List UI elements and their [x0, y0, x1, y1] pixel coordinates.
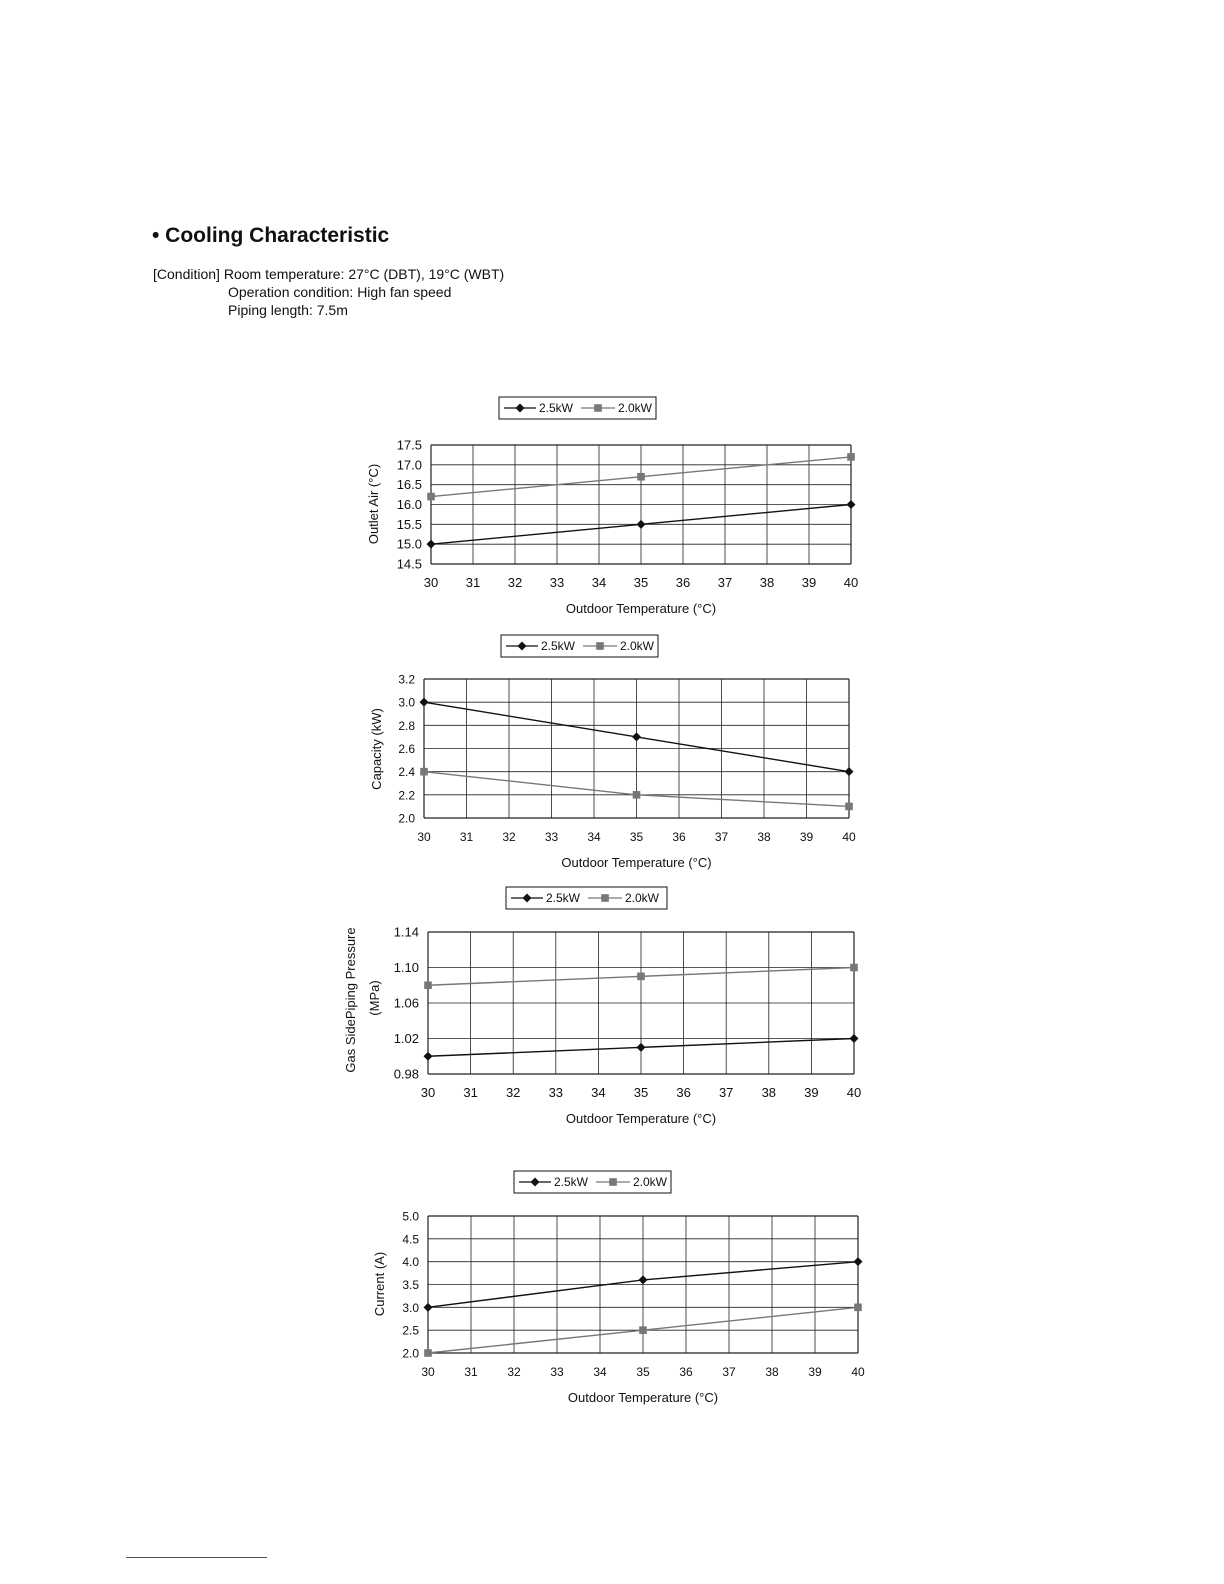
- data-point-2.5kW: [854, 1257, 863, 1266]
- y-tick-label: 3.2: [398, 672, 415, 687]
- legend-label-2.0kW: 2.0kW: [620, 639, 655, 653]
- data-point-2.0kW: [854, 1304, 862, 1312]
- x-tick-label: 32: [507, 575, 523, 590]
- x-tick-label: 33: [548, 1085, 564, 1100]
- y-axis-title: Outlet Air (°C): [366, 463, 381, 545]
- y-tick-label: 2.5: [402, 1323, 419, 1338]
- y-tick-label: 3.5: [402, 1278, 419, 1292]
- y-tick-label: 17.0: [396, 457, 422, 473]
- y-tick-label: 17.5: [396, 437, 422, 453]
- y-axis-title: Capacity (kW): [369, 708, 384, 790]
- x-tick-label: 35: [633, 575, 649, 590]
- x-tick-label: 35: [633, 1085, 649, 1100]
- y-tick-label: 2.2: [398, 788, 415, 803]
- page-heading: • Cooling Characteristic: [152, 224, 390, 247]
- x-tick-label: 40: [843, 575, 859, 590]
- y-tick-label: 1.10: [393, 960, 419, 975]
- y-axis-title: Current (A): [372, 1251, 387, 1317]
- x-axis-title: Outdoor Temperature (°C): [565, 1111, 717, 1126]
- y-axis-title-units: (MPa): [367, 980, 382, 1016]
- x-axis-title: Outdoor Temperature (°C): [565, 601, 717, 616]
- x-tick-label: 36: [675, 575, 691, 590]
- data-point-2.0kW: [639, 1326, 647, 1334]
- y-tick-label: 2.6: [398, 742, 415, 756]
- y-tick-label: 1.14: [393, 924, 419, 940]
- x-tick-label: 30: [417, 830, 431, 844]
- x-tick-label: 30: [421, 1365, 435, 1379]
- x-tick-label: 30: [423, 575, 439, 590]
- x-tick-label: 37: [722, 1365, 736, 1379]
- legend-marker-2.0kW: [609, 1178, 617, 1186]
- x-tick-label: 31: [463, 1085, 478, 1100]
- x-tick-label: 37: [718, 1085, 734, 1100]
- footer-rule: [126, 1557, 267, 1558]
- x-tick-label: 36: [679, 1365, 693, 1379]
- x-tick-label: 34: [587, 830, 601, 844]
- x-tick-label: 40: [846, 1085, 862, 1100]
- x-tick-label: 31: [465, 575, 481, 590]
- condition-operation: Operation condition: High fan speed: [228, 284, 452, 300]
- y-axis-title: Gas SidePiping Pressure: [343, 927, 358, 1073]
- legend-label-2.5kW: 2.5kW: [554, 1175, 589, 1189]
- legend-label-2.5kW: 2.5kW: [539, 401, 574, 415]
- x-tick-label: 32: [502, 830, 516, 844]
- y-tick-label: 1.02: [393, 1031, 419, 1046]
- legend-label-2.0kW: 2.0kW: [618, 401, 653, 415]
- x-tick-label: 35: [636, 1365, 650, 1379]
- x-tick-label: 40: [851, 1365, 865, 1379]
- x-axis-title: Outdoor Temperature (°C): [567, 1390, 719, 1405]
- y-tick-label: 4.5: [402, 1232, 419, 1247]
- x-tick-label: 33: [549, 575, 565, 590]
- y-tick-label: 2.0: [402, 1346, 419, 1361]
- y-tick-label: 16.5: [396, 477, 422, 493]
- x-tick-label: 30: [420, 1085, 436, 1100]
- x-tick-label: 34: [593, 1365, 607, 1379]
- x-tick-label: 32: [505, 1085, 521, 1100]
- x-tick-label: 40: [842, 830, 856, 844]
- x-tick-label: 34: [591, 1085, 606, 1100]
- y-tick-label: 3.0: [402, 1300, 419, 1315]
- y-tick-label: 15.0: [396, 536, 422, 552]
- condition-piping-length: Piping length: 7.5m: [228, 302, 348, 318]
- data-point-2.5kW: [424, 1303, 433, 1312]
- x-tick-label: 37: [714, 830, 729, 844]
- x-tick-label: 31: [464, 1365, 478, 1379]
- y-tick-label: 2.8: [398, 718, 415, 733]
- x-tick-label: 34: [591, 575, 607, 590]
- x-tick-label: 37: [717, 575, 733, 590]
- x-tick-label: 38: [761, 1085, 777, 1100]
- x-tick-label: 36: [672, 830, 686, 844]
- y-tick-label: 5.0: [402, 1209, 419, 1224]
- x-tick-label: 39: [801, 575, 817, 590]
- legend: [514, 1171, 671, 1193]
- x-tick-label: 33: [544, 830, 559, 844]
- x-tick-label: 39: [808, 1365, 822, 1379]
- y-tick-label: 15.5: [396, 516, 422, 532]
- y-tick-label: 3.0: [398, 695, 415, 710]
- x-tick-label: 38: [765, 1365, 779, 1379]
- x-tick-label: 35: [629, 830, 644, 844]
- x-axis-title: Outdoor Temperature (°C): [561, 855, 712, 870]
- y-tick-label: 0.98: [393, 1066, 419, 1082]
- x-tick-label: 38: [757, 830, 771, 844]
- condition-room-temperature: Room temperature: 27°C (DBT), 19°C (WBT): [223, 266, 505, 282]
- y-tick-label: 14.5: [396, 556, 422, 572]
- legend-label-2.0kW: 2.0kW: [625, 891, 660, 905]
- x-tick-label: 31: [459, 830, 474, 844]
- y-tick-label: 4.0: [402, 1255, 419, 1270]
- legend-label-2.0kW: 2.0kW: [633, 1175, 668, 1189]
- y-tick-label: 16.0: [396, 497, 422, 512]
- x-tick-label: 32: [507, 1365, 521, 1379]
- y-tick-label: 2.0: [398, 811, 415, 826]
- x-tick-label: 36: [676, 1085, 691, 1100]
- legend-label-2.5kW: 2.5kW: [546, 891, 581, 905]
- legend-label-2.5kW: 2.5kW: [541, 639, 576, 653]
- x-tick-label: 33: [550, 1365, 564, 1379]
- y-tick-label: 2.4: [398, 765, 415, 780]
- x-tick-label: 39: [799, 830, 814, 844]
- x-tick-label: 39: [804, 1085, 819, 1100]
- y-tick-label: 1.06: [393, 995, 419, 1011]
- condition-prefix: [Condition]: [153, 266, 220, 282]
- x-tick-label: 38: [759, 575, 775, 590]
- data-point-2.5kW: [639, 1275, 648, 1284]
- data-point-2.0kW: [424, 1349, 432, 1357]
